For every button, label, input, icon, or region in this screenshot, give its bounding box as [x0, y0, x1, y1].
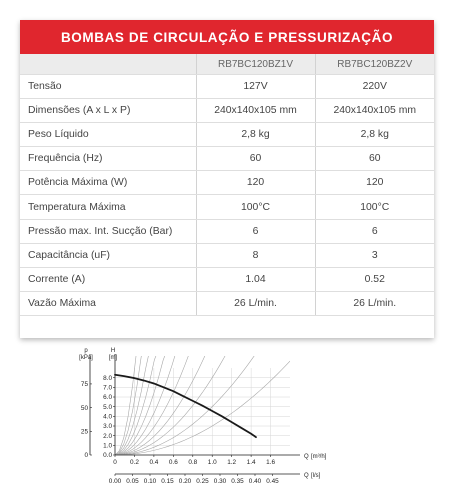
- table-row: [20, 195, 434, 219]
- row-label: Tensão: [20, 75, 196, 99]
- q2-tick-label: 0.05: [126, 478, 139, 485]
- system-curve-line: [115, 361, 290, 455]
- q2-tick-label: 0.00: [108, 478, 122, 485]
- h-tick-label: 3.0: [103, 423, 112, 431]
- chart-axes: [90, 354, 300, 474]
- q-tick-label: 0.6: [168, 459, 178, 466]
- q-tick-label: 1.6: [266, 459, 276, 466]
- table-row: [20, 123, 434, 147]
- table-row: [20, 267, 434, 291]
- table-row: [20, 219, 434, 243]
- table-row: [20, 75, 434, 99]
- row-label: Pressão max. Int. Sucção (Bar): [20, 219, 196, 243]
- row-value-model-1: 100°C: [196, 195, 315, 219]
- row-value-model-1: 8: [196, 243, 315, 267]
- q-tick-label: 0: [113, 459, 117, 466]
- system-curve-line: [115, 349, 290, 455]
- h-tick-label: 4.0: [103, 413, 112, 421]
- row-value-model-2: 0.52: [315, 267, 434, 291]
- specs-card: [20, 20, 434, 338]
- row-label: Frequência (Hz): [20, 147, 196, 171]
- row-value-model-2: 3: [315, 243, 434, 267]
- row-value-model-1: 1.04: [196, 267, 315, 291]
- row-label: Corrente (A): [20, 267, 196, 291]
- table-row: [20, 171, 434, 195]
- system-curve-line: [115, 349, 290, 455]
- q2-tick-label: 0.20: [178, 478, 192, 485]
- column-header-model-2: RB7BC120BZ2V: [315, 54, 434, 75]
- row-value-model-1: 127V: [196, 75, 315, 99]
- table-row: [20, 147, 434, 171]
- table-row: [20, 99, 434, 123]
- system-curve-line: [115, 349, 290, 455]
- h-tick-label: 8.0: [103, 374, 112, 382]
- h-axis-unit: [m]: [108, 355, 118, 361]
- table-row: [20, 291, 434, 315]
- system-curve-line: [115, 349, 290, 455]
- row-label: Temperatura Máxima: [20, 195, 196, 219]
- q2-axis-label: Q: [304, 473, 309, 479]
- q2-tick-label: 0.10: [143, 478, 157, 485]
- system-curve-line: [115, 349, 290, 455]
- q2-tick-label: 0.15: [161, 478, 174, 485]
- h-tick-label: 0.0: [103, 452, 112, 460]
- q-tick-label: 1.2: [227, 459, 237, 466]
- p-axis-unit: [kPa]: [79, 355, 93, 361]
- row-label: Capacitância (uF): [20, 243, 196, 267]
- h-axis-label: H: [110, 348, 116, 354]
- q-tick-label: 0.4: [149, 459, 159, 466]
- q2-axis-unit: [l/s]: [311, 473, 321, 479]
- row-value-model-1: 26 L/min.: [196, 291, 315, 315]
- pump-curve-svg: [60, 338, 360, 498]
- row-label: Vazão Máxima: [20, 291, 196, 315]
- row-value-model-2: 100°C: [315, 195, 434, 219]
- q2-tick-label: 0.40: [248, 478, 262, 485]
- p-axis-label: p: [84, 348, 88, 354]
- q2-tick-label: 0.30: [213, 478, 227, 485]
- h-tick-label: 2.0: [103, 432, 112, 440]
- column-header-model-1: RB7BC120BZ1V: [196, 54, 315, 75]
- q-axis-unit: [m³/h]: [311, 454, 327, 460]
- row-label: Potência Máxima (W): [20, 171, 196, 195]
- row-value-model-1: 240x140x105 mm: [196, 99, 315, 123]
- h-tick-label: 6.0: [103, 394, 112, 402]
- pump-curve-chart: [60, 338, 360, 498]
- row-value-model-2: 26 L/min.: [315, 291, 434, 315]
- q2-tick-label: 0.35: [231, 478, 244, 485]
- q-axis-label: Q: [304, 454, 309, 460]
- h-tick-label: 1.0: [103, 442, 112, 450]
- system-curve-line: [115, 349, 290, 455]
- table-header-row: [20, 54, 434, 75]
- system-curve-line: [115, 349, 290, 455]
- p-tick-label: 50: [80, 404, 88, 412]
- p-tick-label: 0: [84, 452, 88, 460]
- system-curve-line: [115, 349, 290, 455]
- table-row: [20, 243, 434, 267]
- row-value-model-2: 120: [315, 171, 434, 195]
- row-value-model-1: 2,8 kg: [196, 123, 315, 147]
- row-value-model-2: 2,8 kg: [315, 123, 434, 147]
- p-tick-label: 25: [80, 428, 88, 436]
- h-tick-label: 7.0: [103, 384, 112, 392]
- row-value-model-2: 240x140x105 mm: [315, 99, 434, 123]
- row-value-model-2: 6: [315, 219, 434, 243]
- header-blank-cell: [20, 54, 196, 75]
- system-curve-line: [115, 349, 290, 455]
- specs-table: [20, 54, 434, 316]
- row-label: Peso Líquido: [20, 123, 196, 147]
- system-curve-line: [115, 349, 290, 455]
- p-tick-label: 75: [80, 381, 88, 389]
- q-tick-label: 0.8: [188, 459, 198, 466]
- tick-labels: [81, 375, 279, 485]
- q-tick-label: 1.4: [246, 459, 256, 466]
- system-curve-lines: [115, 349, 290, 455]
- banner-title: BOMBAS DE CIRCULAÇÃO E PRESSURIZAÇÃO: [20, 20, 434, 54]
- row-label: Dimensões (A x L x P): [20, 99, 196, 123]
- row-value-model-1: 60: [196, 147, 315, 171]
- row-value-model-1: 6: [196, 219, 315, 243]
- h-tick-label: 5.0: [103, 403, 112, 411]
- q2-tick-label: 0.45: [266, 478, 279, 485]
- row-value-model-2: 60: [315, 147, 434, 171]
- q-tick-label: 0.2: [129, 459, 139, 466]
- q-tick-label: 1.0: [207, 459, 217, 466]
- row-value-model-1: 120: [196, 171, 315, 195]
- row-value-model-2: 220V: [315, 75, 434, 99]
- q2-tick-label: 0.25: [196, 478, 209, 485]
